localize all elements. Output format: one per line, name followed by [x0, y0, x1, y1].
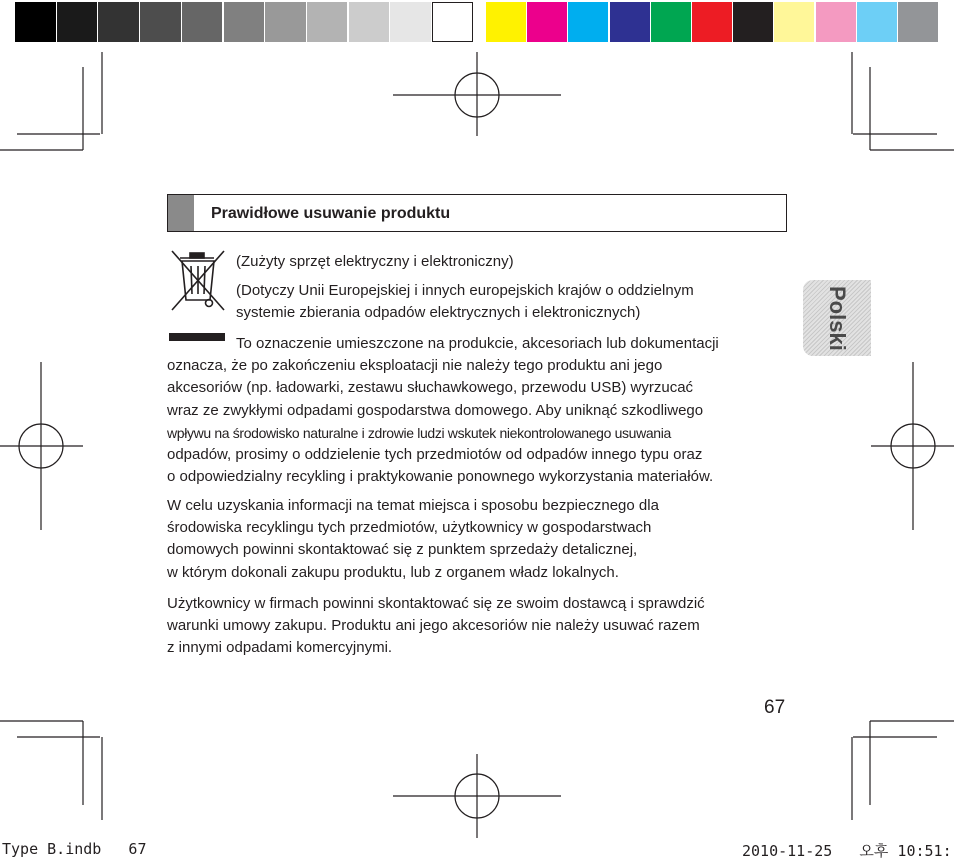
text-line: wraz ze zwykłymi odpadami gospodarstwa domowego. Aby uniknąć szkodliwego — [167, 401, 704, 419]
text-line: warunki umowy zakupu. Produktu ani jego akcesoriów nie należy usuwać razem — [167, 617, 700, 635]
text-line: odpadów, prosimy o oddzielenie tych przedmiotów od odpadów innego typu oraz — [167, 446, 703, 464]
print-slug-timestamp: 2010-11-25 오후 10:51: — [742, 842, 952, 860]
print-slug-file: Type B.indb 67 — [2, 840, 147, 858]
paragraph-disposal-info — [167, 333, 719, 488]
weee-caption-line: (Zużyty sprzęt elektryczny i elektroniczny) — [236, 253, 514, 270]
section-title: Prawidłowe usuwanie produktu — [211, 205, 451, 222]
text-line: środowiska recyklingu tych przedmiotów, użytkownicy w gospodarstwach — [167, 519, 652, 537]
weee-note-line: systemie zbierania odpadów elektrycznych i elektronicznych) — [236, 304, 641, 322]
text-line: Użytkownicy w firmach powinni skontaktować się ze swoim dostawcą i sprawdzić — [167, 595, 705, 612]
weee-caption — [236, 251, 514, 273]
text-line: z innymi odpadami komercyjnymi. — [167, 639, 393, 657]
text-line: To oznaczenie umieszczone na produkcie, akcesoriach lub dokumentacji — [236, 335, 719, 352]
text-line: wpływu na środowisko naturalne i zdrowie ludzi wskutek niekontrolowanego usuwania — [167, 424, 671, 441]
crossed-out-wheelie-bin-icon — [169, 248, 227, 332]
text-line: akcesoriów (np. ładowarki, zestawu słuchawkowego, przewodu USB) wyrzucać — [167, 379, 694, 397]
weee-note-line: (Dotyczy Unii Europejskiej i innych europejskich krajów o oddzielnym — [236, 282, 694, 299]
section-header — [167, 194, 787, 232]
section-header-tab — [168, 195, 194, 231]
paragraph-business-users — [167, 593, 705, 660]
text-line: domowych powinni skontaktować się z punktem sprzedaży detalicznej, — [167, 541, 638, 559]
paragraph-household-users — [167, 495, 659, 584]
text-line: w którym dokonali zakupu produktu, lub z organem władz lokalnych. — [167, 563, 619, 581]
text-line: oznacza, że po zakończeniu eksploatacji nie należy tego produktu ani jego — [167, 357, 663, 375]
language-side-tab-label: Polski — [825, 286, 850, 351]
text-line: o odpowiedzialny recykling i praktykowanie ponownego wykorzystania materiałów. — [167, 468, 714, 486]
weee-note — [236, 280, 694, 324]
text-line: W celu uzyskania informacji na temat miejsca i sposobu bezpiecznego dla — [167, 497, 659, 514]
page-number: 67 — [764, 697, 786, 718]
